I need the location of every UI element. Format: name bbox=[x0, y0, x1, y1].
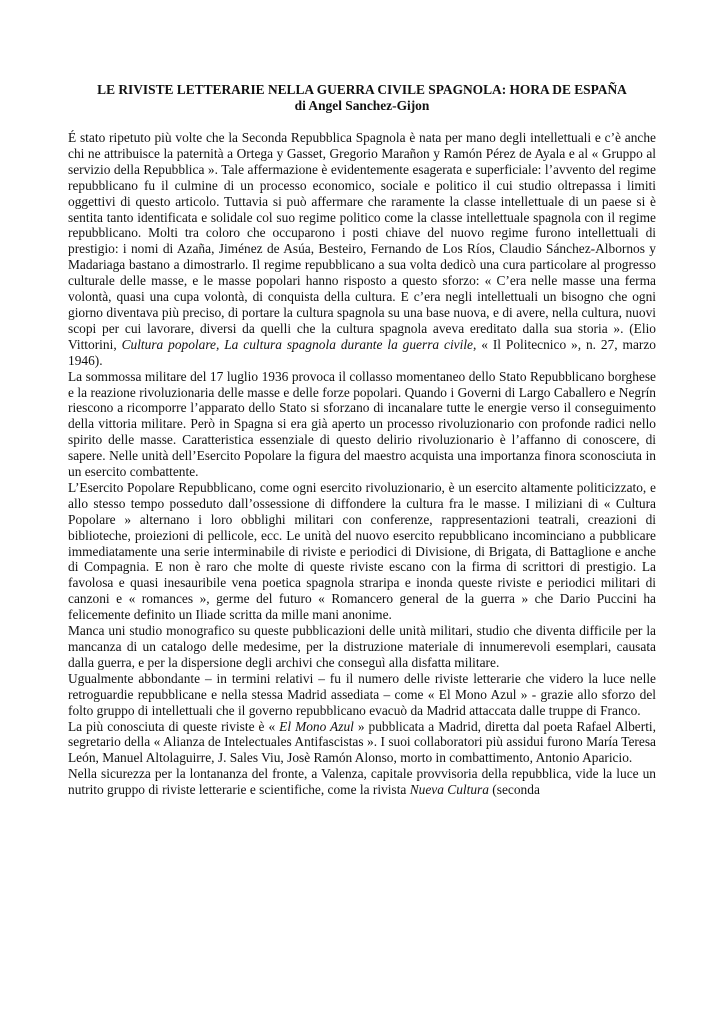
paragraph-6-text-a: La più conosciuta di queste riviste è « bbox=[68, 718, 280, 734]
document-author: di Angel Sanchez-Gijon bbox=[294, 98, 430, 113]
paragraph-6-italic-title: El Mono Azul bbox=[279, 718, 354, 734]
paragraph-4: Manca uni studio monografico su queste pubblicazioni delle unità militari, studio che diventa difficile per la mancanza di un catalogo delle medesime, per la distruzione materiale di innumerevoli esemplari, causata dalla guerra, e per la dispersione degli archivi che conseguì alla disfatta militare. bbox=[68, 623, 656, 670]
paragraph-7-text-a: Nella sicurezza per la lontananza del fronte, a Valenza, capitale provvisoria della repubblica, vide la luce un nutrito gruppo di riviste letterarie e scientifiche, come la rivista bbox=[68, 766, 656, 798]
paragraph-1-text-a: É stato ripetuto più volte che la Seconda Repubblica Spagnola è nata per mano degli intellettuali e c’è anche chi ne attribuisce la paternità a Ortega y Gasset, Gregorio Marañon y Ramón Pérez de Ayala e al « Gruppo al servizio della Repubblica ». Tale affermazione è evidentemente esagerata e superficiale: l’avvento del regime repubblicano fu il culmine di un processo economico, sociale e politico il cui studio oltrepassa i limiti oggettivi di questo articolo. Tuttavia si può affermare che raramente la classe intellettuale di un paese si è sentita tanto identificata e solidale col suo regime politico come la classe intellettuale spagnola con il regime repubblicano. Molti tra coloro che occuparono i posti chiave del nuovo regime furono intellettuali di prestigio: i nomi di Azaña, Jiménez de Asúa, Besteiro, Fernando de Los Ríos, Claudio Sánchez-Albornos y Madariaga bastano a dimostrarlo. Il regime repubblicano a sua volta dedicò una cura particolare al progresso culturale delle masse, e le masse popolari hanno risposto a questo sforzo: « C’era nelle masse una ferma volontà, quasi una cupa volontà, di conquista della cultura. E c’era negli intellettuali un bisogno che ogni giorno diventava più preciso, di portare la cultura spagnola su una base nuova, e di avere, nella cultura, nuovi scopi per cui lavorare, diversi da quelli che la cultura spagnola aveva ereditato dalla sua storia ». (Elio Vittorini, bbox=[68, 130, 656, 352]
document-title: LE RIVISTE LETTERARIE NELLA GUERRA CIVILE SPAGNOLA: HORA DE ESPAÑA bbox=[97, 82, 627, 97]
paragraph-7-text-b: (seconda bbox=[488, 782, 540, 798]
paragraph-6 bbox=[68, 719, 656, 767]
paragraph-5: Ugualmente abbondante – in termini relativi – fu il numero delle riviste letterarie che videro la luce nelle retroguardie repubblicane e nella stessa Madrid assediata – come « El Mono Azul » - grazie allo sforzo del folto gruppo di intellettuali che il governo repubblicano evacuò da Madrid attaccata dalle truppe di Franco. bbox=[68, 670, 656, 718]
paragraph-7 bbox=[68, 766, 656, 798]
paragraph-1-italic-title: Cultura popolare, La cultura spagnola durante la guerra civile bbox=[121, 336, 474, 352]
paragraph-7-italic-title: Nueva Cultura bbox=[409, 782, 489, 798]
document-page bbox=[68, 82, 656, 798]
paragraph-1 bbox=[68, 130, 656, 369]
paragraph-2: La sommossa militare del 17 luglio 1936 provoca il collasso momentaneo dello Stato Repubblicano borghese e la reazione rivoluzionaria delle masse e delle forze popolari. Quando i Governi di Largo Caballero e Negrín riescono a ricomporre l’apparato dello Stato si sforzano di incanalare tutte le energie verso il conseguimento della vittoria militare. Però in Spagna si era già aperto un processo rivoluzionario con profonde radici nello spirito delle masse. Caratteristica essenziale di questo delirio rivoluzionario è l’affanno di conoscere, di sapere. Nelle unità dell’Esercito Popolare la figura del maestro acquista una importanza finora sconosciuta in un esercito combattente. bbox=[68, 368, 656, 480]
paragraph-1-text-b: , « Il Politecnico », n. 27, marzo 1946). bbox=[68, 336, 656, 368]
paragraph-6-text-b: » pubblicata a Madrid, diretta dal poeta Rafael Alberti, segretario della « Alianza de Intelectuales Antifascistas ». I suoi collaboratori più assidui furono María Teresa León, Manuel Altolaguirre, J. Sales Viu, Josè Ramón Alonso, morto in combattimento, Antonio Aparicio. bbox=[68, 718, 656, 766]
paragraph-3: L’Esercito Popolare Repubblicano, come ogni esercito rivoluzionario, è un esercito altamente politicizzato, e allo stesso tempo posseduto dall’ossessione di diffondere la cultura fra le masse. I miliziani di « Cultura Popolare » alternano i loro obblighi militari con conferenze, rappresentazioni teatrali, creazioni di biblioteche, proiezioni di pellicole, ecc. Le unità del nuovo esercito repubblicano incominciano a pubblicare immediatamente una serie interminabile di riviste e periodici di Divisione, di Brigata, di Battaglione e anche di Compagnia. E non è raro che molte di queste riviste escano con la firma di scrittori di prestigio. La favolosa e quasi inesauribile vena poetica spagnola straripa e inonda queste riviste e periodici militari di canzoni e « romances », germe del futuro « Romancero general de la guerra » che Dario Puccini ha felicemente definito un Iliade scritta da mille mani anonime. bbox=[68, 479, 656, 623]
